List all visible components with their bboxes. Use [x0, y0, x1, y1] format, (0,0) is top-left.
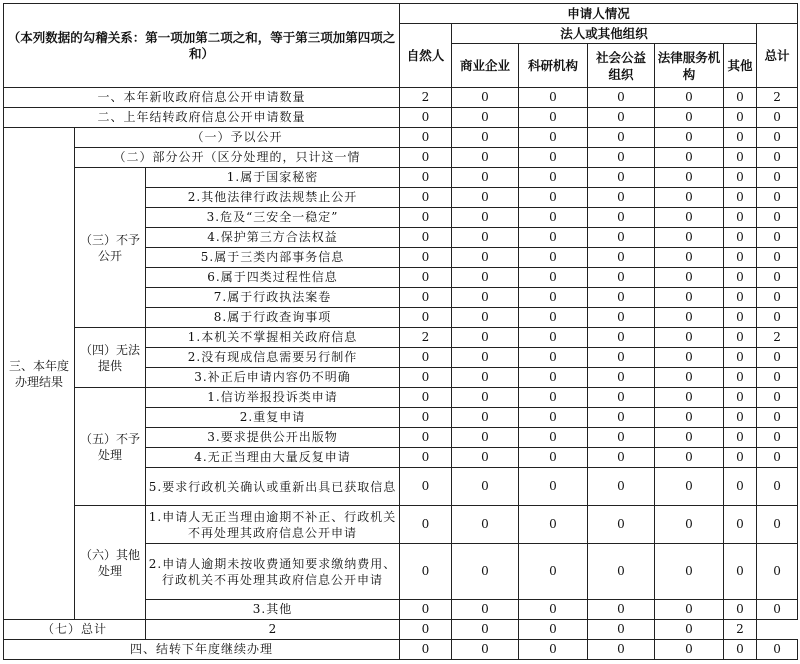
- header-total: 总计: [757, 24, 798, 88]
- cell-social: 0: [588, 128, 655, 148]
- row-label: 一、本年新收政府信息公开申请数量: [4, 88, 400, 108]
- table-row: [4, 88, 798, 108]
- cell-total: 0: [757, 348, 798, 368]
- table-row: [4, 128, 798, 148]
- cell-natural: 0: [400, 188, 452, 208]
- cell-research: 0: [519, 468, 588, 506]
- cell-research: 0: [519, 248, 588, 268]
- cell-total: 0: [757, 268, 798, 288]
- table-row: [4, 506, 798, 544]
- cell-business: 0: [452, 148, 519, 168]
- cell-legal-service: 0: [655, 88, 724, 108]
- cell-total: 0: [757, 388, 798, 408]
- cell-business: 0: [452, 168, 519, 188]
- cell-natural: 0: [400, 248, 452, 268]
- row-label: 6.属于四类过程性信息: [146, 268, 400, 288]
- table-row: [4, 108, 798, 128]
- row-label: 3.其他: [146, 600, 400, 620]
- cell-natural: 0: [400, 388, 452, 408]
- cell-natural: 0: [400, 268, 452, 288]
- header-research: 科研机构: [519, 44, 588, 88]
- cell-business: 0: [452, 506, 519, 544]
- cell-research: 0: [519, 388, 588, 408]
- cell-research: 0: [519, 268, 588, 288]
- cell-total: 0: [757, 368, 798, 388]
- cell-legal-service: 0: [655, 348, 724, 368]
- cell-total: 0: [757, 248, 798, 268]
- cell-research: 0: [519, 544, 588, 600]
- cell-social: 0: [588, 408, 655, 428]
- cell-business: 0: [452, 208, 519, 228]
- cell-business: 0: [452, 288, 519, 308]
- cell-total: 0: [757, 188, 798, 208]
- cell-business: 0: [452, 468, 519, 506]
- cell-social: 0: [588, 268, 655, 288]
- row-label: 1.信访举报投诉类申请: [146, 388, 400, 408]
- cell-natural: 0: [400, 600, 452, 620]
- cell-legal-service: 0: [655, 408, 724, 428]
- cell-total: 2: [757, 88, 798, 108]
- cell-legal-service: 0: [655, 328, 724, 348]
- cell-natural: 0: [400, 308, 452, 328]
- cell-total: 0: [757, 148, 798, 168]
- cell-total: 0: [757, 640, 798, 660]
- cell-social: 0: [588, 600, 655, 620]
- cell-total: 0: [757, 428, 798, 448]
- cell-other: 0: [724, 368, 757, 388]
- cell-total: 0: [757, 168, 798, 188]
- cell-legal-service: 0: [655, 288, 724, 308]
- row-label: 8.属于行政查询事项: [146, 308, 400, 328]
- cell-research: 0: [452, 620, 519, 640]
- cell-business: 0: [452, 228, 519, 248]
- cell-business: 0: [452, 388, 519, 408]
- cell-natural: 0: [400, 148, 452, 168]
- cell-business: 0: [452, 268, 519, 288]
- cell-research: 0: [519, 168, 588, 188]
- cell-research: 0: [519, 128, 588, 148]
- cell-research: 0: [519, 506, 588, 544]
- section3-label: 三、本年度办理结果: [4, 128, 75, 620]
- cell-social: 0: [588, 148, 655, 168]
- row-label: 5.属于三类内部事务信息: [146, 248, 400, 268]
- cell-business: 0: [452, 348, 519, 368]
- cell-research: 0: [519, 208, 588, 228]
- cell-natural: 0: [400, 168, 452, 188]
- cell-research: 0: [519, 88, 588, 108]
- row-label: （二）部分公开（区分处理的，只计这一情: [75, 148, 400, 168]
- cell-business: 0: [452, 544, 519, 600]
- cell-business: 0: [452, 640, 519, 660]
- cell-natural: 0: [400, 368, 452, 388]
- cell-legal-service: 0: [655, 388, 724, 408]
- cell-business: 0: [452, 600, 519, 620]
- cell-social: 0: [588, 248, 655, 268]
- cell-natural: 0: [400, 228, 452, 248]
- cell-social: 0: [588, 388, 655, 408]
- cell-business: 0: [452, 248, 519, 268]
- cell-natural: 0: [400, 108, 452, 128]
- table-row: [4, 328, 798, 348]
- header-legal-service: 法律服务机构: [655, 44, 724, 88]
- cell-business: 0: [452, 328, 519, 348]
- cell-research: 0: [519, 328, 588, 348]
- row-label: 2.重复申请: [146, 408, 400, 428]
- cell-other: 0: [724, 248, 757, 268]
- row-label: 2.申请人逾期未按收费通知要求缴纳费用、行政机关不再处理其政府信息公开申请: [146, 544, 400, 600]
- cell-research: 0: [519, 148, 588, 168]
- cell-total: 0: [757, 468, 798, 506]
- row-label: （一）予以公开: [75, 128, 400, 148]
- cell-legal-service: 0: [655, 108, 724, 128]
- cell-legal-service: 0: [655, 268, 724, 288]
- row-label: 3.补正后申请内容仍不明确: [146, 368, 400, 388]
- row-label: 1.本机关不掌握相关政府信息: [146, 328, 400, 348]
- cell-total: 0: [757, 208, 798, 228]
- cell-research: 0: [519, 600, 588, 620]
- cell-research: 0: [519, 448, 588, 468]
- cell-natural: 0: [400, 408, 452, 428]
- cell-social: 0: [588, 448, 655, 468]
- row-label: 四、结转下年度继续办理: [4, 640, 400, 660]
- cell-other: 0: [724, 168, 757, 188]
- cell-other: 0: [724, 268, 757, 288]
- cell-natural: 0: [400, 506, 452, 544]
- cell-legal-service: 0: [655, 248, 724, 268]
- cell-legal-service: 0: [655, 208, 724, 228]
- cell-business: 0: [452, 428, 519, 448]
- cell-other: 0: [724, 128, 757, 148]
- cell-total: 0: [757, 108, 798, 128]
- cell-other: 0: [724, 428, 757, 448]
- cell-social: 0: [588, 328, 655, 348]
- cell-total: 0: [757, 506, 798, 544]
- header-applicant: 申请人情况: [400, 4, 798, 24]
- cell-other: 0: [724, 600, 757, 620]
- cell-social: 0: [588, 428, 655, 448]
- cell-other: 0: [724, 288, 757, 308]
- cell-total: 2: [757, 328, 798, 348]
- cell-natural: 0: [400, 348, 452, 368]
- cell-legal-service: 0: [655, 228, 724, 248]
- cell-other: 0: [724, 448, 757, 468]
- table-row: [4, 168, 798, 188]
- cell-research: 0: [519, 348, 588, 368]
- cell-other: 0: [724, 148, 757, 168]
- header-note: （本列数据的勾稽关系：第一项加第二项之和，等于第三项加第四项之和）: [4, 4, 400, 88]
- row-label: 1.申请人无正当理由逾期不补正、行政机关不再处理其政府信息公开申请: [146, 506, 400, 544]
- cell-legal-service: 0: [655, 148, 724, 168]
- cell-natural: 0: [400, 288, 452, 308]
- cell-total: 0: [757, 288, 798, 308]
- group-cannot-provide-label: （四）无法提供: [75, 328, 146, 388]
- cell-business: 0: [452, 368, 519, 388]
- cell-business: 0: [452, 188, 519, 208]
- cell-natural: 0: [400, 448, 452, 468]
- cell-legal-service: 0: [655, 448, 724, 468]
- row-label: 1.属于国家秘密: [146, 168, 400, 188]
- cell-social: 0: [588, 640, 655, 660]
- cell-social: 0: [588, 108, 655, 128]
- cell-research: 0: [519, 108, 588, 128]
- cell-business: 0: [452, 128, 519, 148]
- cell-legal-service: 0: [655, 188, 724, 208]
- cell-research: 0: [519, 228, 588, 248]
- cell-other: 0: [724, 208, 757, 228]
- cell-research: 0: [519, 408, 588, 428]
- cell-other: 0: [655, 620, 724, 640]
- cell-natural: 2: [400, 88, 452, 108]
- cell-natural: 0: [400, 208, 452, 228]
- cell-legal-service: 0: [655, 368, 724, 388]
- row-label: 4.无正当理由大量反复申请: [146, 448, 400, 468]
- cell-total: 0: [757, 544, 798, 600]
- cell-total: 0: [757, 600, 798, 620]
- cell-business: 0: [452, 88, 519, 108]
- cell-legal-service: 0: [655, 308, 724, 328]
- header-legal-group: 法人或其他组织: [452, 24, 757, 44]
- cell-legal-service: 0: [655, 640, 724, 660]
- cell-research: 0: [519, 640, 588, 660]
- cell-natural: 0: [400, 640, 452, 660]
- cell-business: 0: [452, 308, 519, 328]
- cell-other: 0: [724, 388, 757, 408]
- row-label: 3.危及“三安全一稳定”: [146, 208, 400, 228]
- cell-other: 0: [724, 228, 757, 248]
- row-label: 3.要求提供公开出版物: [146, 428, 400, 448]
- cell-natural: 2: [146, 620, 400, 640]
- cell-social: 0: [519, 620, 588, 640]
- cell-legal-service: 0: [655, 506, 724, 544]
- table-row: [4, 388, 798, 408]
- cell-total: 0: [757, 228, 798, 248]
- group-not-process-label: （五）不予处理: [75, 388, 146, 506]
- row-label: 7.属于行政执法案卷: [146, 288, 400, 308]
- cell-legal-service: 0: [588, 620, 655, 640]
- cell-natural: 2: [400, 328, 452, 348]
- cell-business: 0: [452, 448, 519, 468]
- group-not-disclose-label: （三）不予公开: [75, 168, 146, 328]
- cell-research: 0: [519, 428, 588, 448]
- cell-other: 0: [724, 544, 757, 600]
- cell-natural: 0: [400, 468, 452, 506]
- cell-social: 0: [588, 368, 655, 388]
- cell-research: 0: [519, 188, 588, 208]
- cell-other: 0: [724, 328, 757, 348]
- cell-legal-service: 0: [655, 544, 724, 600]
- cell-social: 0: [588, 348, 655, 368]
- row-label: 4.保护第三方合法权益: [146, 228, 400, 248]
- row-label: 2.其他法律行政法规禁止公开: [146, 188, 400, 208]
- cell-natural: 0: [400, 128, 452, 148]
- cell-legal-service: 0: [655, 128, 724, 148]
- cell-social: 0: [588, 88, 655, 108]
- cell-total: 2: [724, 620, 757, 640]
- cell-natural: 0: [400, 428, 452, 448]
- cell-research: 0: [519, 368, 588, 388]
- cell-natural: 0: [400, 544, 452, 600]
- header-natural-person: 自然人: [400, 24, 452, 88]
- cell-total: 0: [757, 308, 798, 328]
- cell-other: 0: [724, 188, 757, 208]
- row-label: 5.要求行政机关确认或重新出具已获取信息: [146, 468, 400, 506]
- row-label: 2.没有现成信息需要另行制作: [146, 348, 400, 368]
- cell-social: 0: [588, 188, 655, 208]
- cell-business: 0: [452, 108, 519, 128]
- cell-social: 0: [588, 288, 655, 308]
- header-other: 其他: [724, 44, 757, 88]
- gov-info-disclosure-table: [3, 3, 798, 660]
- cell-total: 0: [757, 408, 798, 428]
- row-label: （七）总计: [4, 620, 146, 640]
- cell-other: 0: [724, 108, 757, 128]
- table-row: [4, 640, 798, 660]
- cell-social: 0: [588, 168, 655, 188]
- cell-other: 0: [724, 468, 757, 506]
- cell-social: 0: [588, 208, 655, 228]
- cell-social: 0: [588, 468, 655, 506]
- table-row: [4, 148, 798, 168]
- cell-other: 0: [724, 348, 757, 368]
- cell-legal-service: 0: [655, 168, 724, 188]
- row-label: 二、上年结转政府信息公开申请数量: [4, 108, 400, 128]
- cell-legal-service: 0: [655, 428, 724, 448]
- cell-legal-service: 0: [655, 600, 724, 620]
- table-row: [4, 620, 798, 640]
- cell-other: 0: [724, 88, 757, 108]
- cell-business: 0: [400, 620, 452, 640]
- cell-social: 0: [588, 544, 655, 600]
- cell-social: 0: [588, 308, 655, 328]
- cell-research: 0: [519, 308, 588, 328]
- cell-other: 0: [724, 640, 757, 660]
- cell-other: 0: [724, 308, 757, 328]
- header-social: 社会公益组织: [588, 44, 655, 88]
- cell-social: 0: [588, 228, 655, 248]
- cell-total: 0: [757, 128, 798, 148]
- cell-social: 0: [588, 506, 655, 544]
- group-other-process-label: （六）其他处理: [75, 506, 146, 620]
- cell-research: 0: [519, 288, 588, 308]
- header-business: 商业企业: [452, 44, 519, 88]
- cell-total: 0: [757, 448, 798, 468]
- cell-other: 0: [724, 506, 757, 544]
- cell-legal-service: 0: [655, 468, 724, 506]
- cell-other: 0: [724, 408, 757, 428]
- cell-business: 0: [452, 408, 519, 428]
